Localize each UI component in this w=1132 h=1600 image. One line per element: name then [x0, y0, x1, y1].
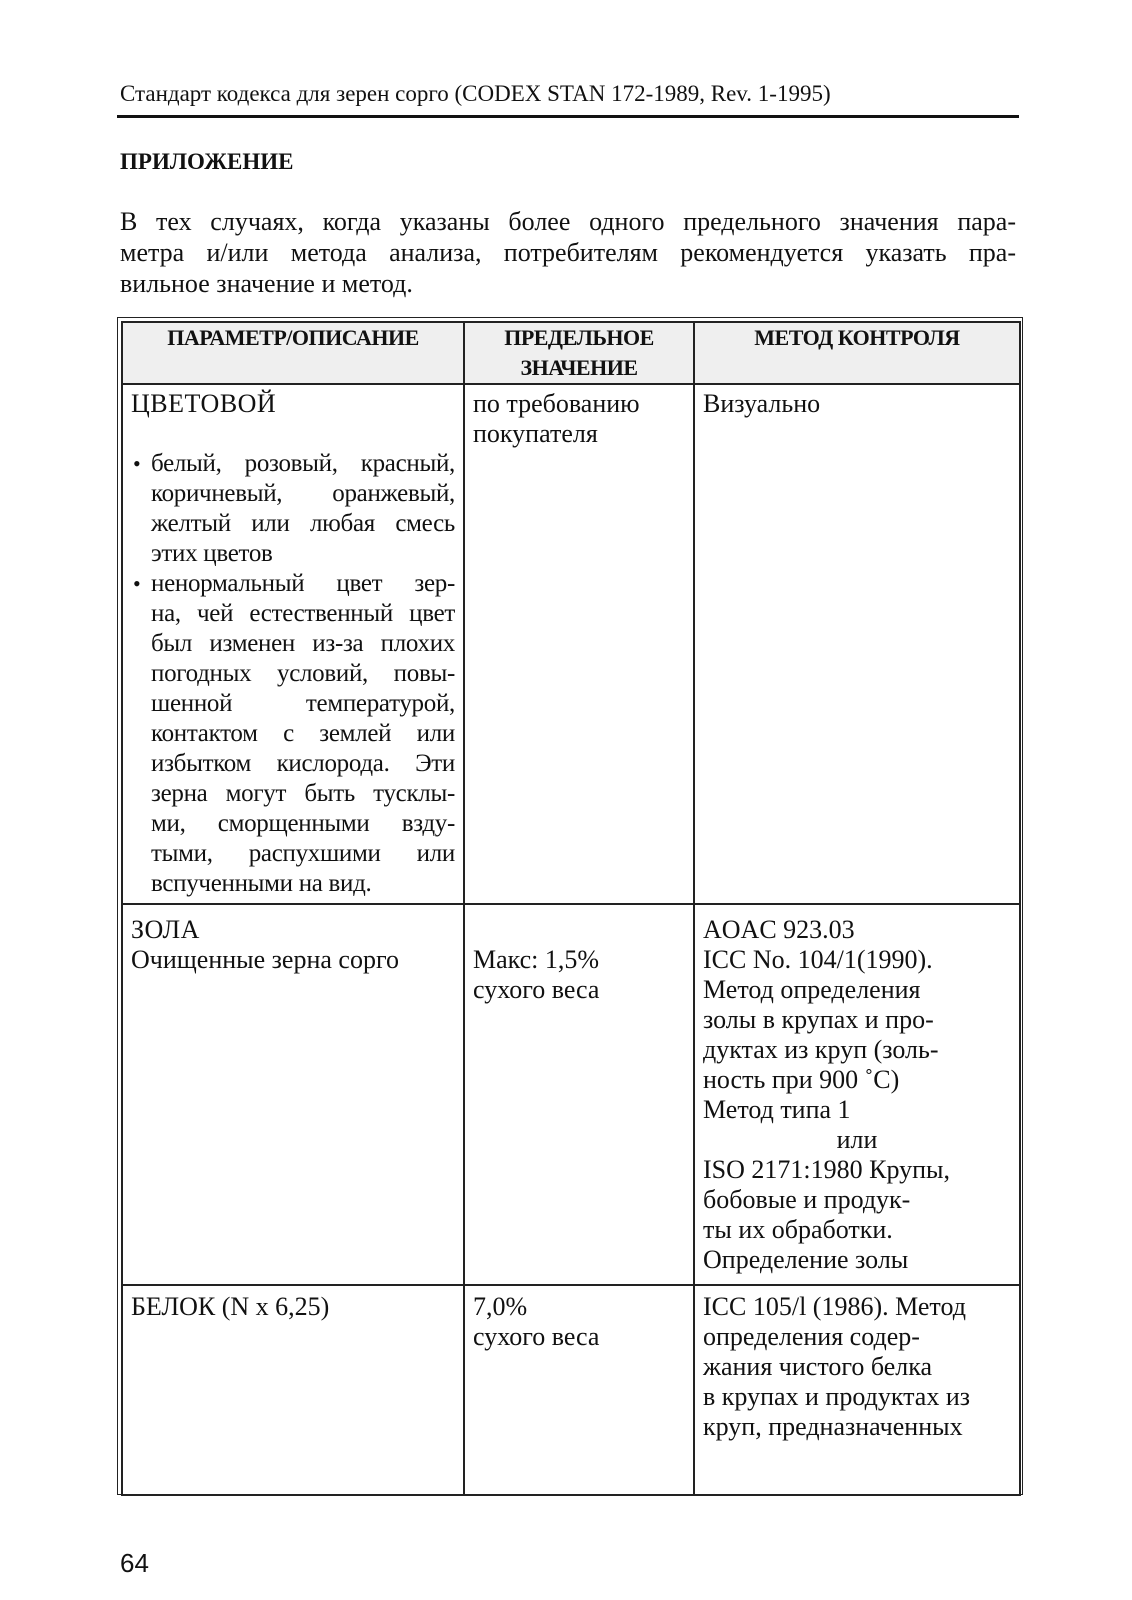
bullet-line: погодных условий, повы-	[151, 660, 455, 687]
cell-limit	[464, 904, 694, 1285]
intro-line: метра и/или метода анализа, потребителям рекомендуется указать пра-	[120, 238, 1016, 267]
section-title: ПРИЛОЖЕНИЕ	[120, 149, 294, 174]
bullet-line: избытком кислорода. Эти	[151, 750, 455, 777]
bullet-line: вспученными на вид.	[151, 870, 372, 897]
method-line: Визуально	[703, 389, 821, 418]
bullet-line: тыми, распухшими или	[151, 840, 455, 867]
specification-table	[121, 321, 1021, 1496]
parameter-title: ЗОЛА	[131, 915, 200, 944]
parameter-title: ЦВЕТОВОЙ	[131, 389, 277, 418]
bullet-line: ненормальный цвет зер-	[151, 570, 455, 597]
bullet-icon: •	[133, 571, 141, 596]
bullet-line: контактом с землей или	[151, 720, 455, 747]
method-line: AOAC 923.03	[703, 915, 855, 944]
table-row	[122, 384, 1020, 904]
bullet-line: коричневый, оранжевый,	[151, 480, 455, 507]
limit-line: покупателя	[473, 419, 598, 448]
bullet-icon: •	[133, 451, 141, 476]
bullet-line: зерна могут быть тусклы-	[151, 780, 455, 807]
cell-method	[694, 384, 1020, 904]
cell-limit	[464, 1285, 694, 1495]
parameter-subtitle: Очищенные зерна сорго	[131, 945, 399, 974]
method-line: золы в крупах и про-	[703, 1005, 934, 1034]
column-header-method	[694, 322, 1020, 384]
bullet-line: этих цветов	[151, 540, 273, 567]
method-line: в крупах и продуктах из	[703, 1382, 971, 1411]
intro-line: В тех случаях, когда указаны более одного предельного значения пара-	[120, 207, 1016, 236]
table-row	[122, 1285, 1020, 1495]
column-header-limit	[464, 322, 694, 384]
bullet-line: шенной температурой,	[151, 690, 455, 717]
header-parameter-label: ПАРАМЕТР/ОПИСАНИЕ	[167, 325, 419, 350]
cell-parameter	[122, 1285, 464, 1495]
bullet-line: на, чей естественный цвет	[151, 600, 455, 627]
header-divider	[117, 115, 1019, 118]
parameter-title: БЕЛОК (N x 6,25)	[131, 1292, 330, 1321]
method-line: ICC No. 104/1(1990).	[703, 945, 933, 974]
limit-line: сухого веса	[473, 975, 600, 1004]
bullet-line: белый, розовый, красный,	[151, 450, 455, 477]
header-method-label: МЕТОД КОНТРОЛЯ	[754, 325, 960, 350]
method-line: ты их обработки.	[703, 1215, 893, 1244]
method-line: ICC 105/l (1986). Метод	[703, 1292, 966, 1321]
limit-line: сухого веса	[473, 1322, 600, 1351]
method-line: Определение золы	[703, 1245, 909, 1274]
intro-paragraph	[120, 206, 1016, 299]
intro-line: вильное значение и метод.	[120, 269, 413, 298]
method-line: жания чистого белка	[703, 1352, 933, 1381]
limit-line: Макс: 1,5%	[473, 945, 600, 974]
method-line: круп, предназначенных	[703, 1412, 963, 1441]
method-line: определения содер-	[703, 1322, 920, 1351]
bullet-item	[131, 569, 455, 899]
method-line: дуктах из круп (золь-	[703, 1035, 939, 1064]
bullet-item	[131, 449, 455, 569]
cell-parameter	[122, 904, 464, 1285]
limit-line: по требованию	[473, 389, 640, 418]
method-line: ность при 900 ˚С)	[703, 1065, 900, 1094]
method-line: ISO 2171:1980 Крупы,	[703, 1155, 950, 1184]
column-header-parameter	[122, 322, 464, 384]
cell-method	[694, 904, 1020, 1285]
method-line: бобовые и продук-	[703, 1185, 911, 1214]
table-row	[122, 904, 1020, 1285]
bullet-line: был изменен из-за плохих	[151, 630, 455, 657]
cell-parameter	[122, 384, 464, 904]
header-limit-label-line2: ЗНАЧЕНИЕ	[520, 355, 638, 380]
cell-limit	[464, 384, 694, 904]
method-line: Метод определения	[703, 975, 921, 1004]
cell-method	[694, 1285, 1020, 1495]
bullet-line: ми, сморщенными взду-	[151, 810, 455, 837]
method-line: или	[836, 1125, 878, 1154]
limit-line: 7,0%	[473, 1292, 528, 1321]
header-limit-label-line1: ПРЕДЕЛЬНОЕ	[504, 325, 654, 350]
running-header: Стандарт кодекса для зерен сорго (CODEX STAN 172-1989, Rev. 1-1995)	[120, 81, 831, 106]
bullet-line: желтый или любая смесь	[151, 510, 455, 537]
table-header-row	[122, 322, 1020, 384]
method-line: Метод типа 1	[703, 1095, 851, 1124]
page-number: 64	[120, 1548, 149, 1578]
